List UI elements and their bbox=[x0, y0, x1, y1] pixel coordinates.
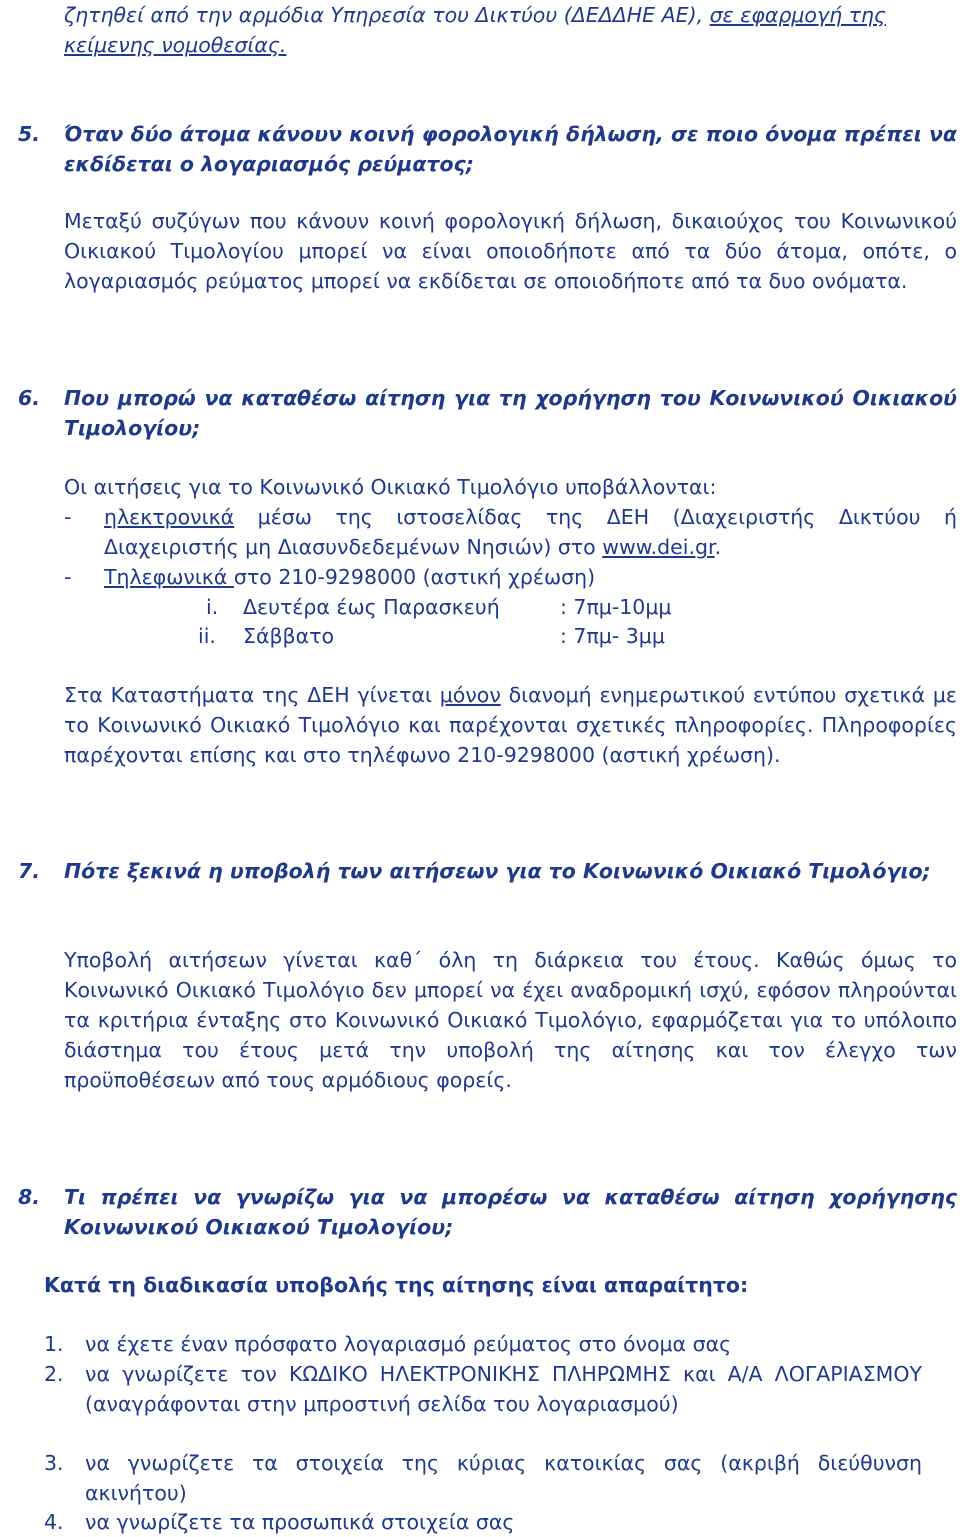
question-5-number: 5. bbox=[17, 122, 40, 146]
hours-item-time: : 7πμ- 3μμ bbox=[560, 624, 665, 648]
requirement-text: να γνωρίζετε τον ΚΩΔΙΚΟ ΗΛΕΚΤΡΟΝΙΚΗΣ ΠΛΗΡΩΜΗΣ και Α/Α ΛΟΓΑΡΙΑΣΜΟΥ (αναγράφονται στην μπροστινή σελίδα του λογαριασμού) bbox=[85, 1362, 922, 1416]
stores-underlined: μόνον bbox=[439, 683, 501, 707]
question-8-number: 8. bbox=[17, 1185, 40, 1209]
bullet-phone-text: στο 210-9298000 (αστική χρέωση) bbox=[233, 565, 596, 589]
bullet-online bbox=[104, 502, 957, 562]
requirement-number: 3. bbox=[44, 1451, 64, 1475]
hours-item-time: : 7πμ-10μμ bbox=[560, 595, 672, 619]
question-6-number: 6. bbox=[17, 386, 40, 410]
question-8-title: Τι πρέπει να γνωρίζω για να μπορέσω να καταθέσω αίτηση χορήγησης Κοινωνικού Οικιακού Τιμολογίου; bbox=[64, 1185, 957, 1239]
requirements-heading: Κατά τη διαδικασία υποβολής της αίτησης είναι απαραίτητο: bbox=[44, 1273, 749, 1297]
bullet-online-end: . bbox=[714, 535, 722, 559]
intro-text: ζητηθεί από την αρμόδια Υπηρεσία του Δικτύου (ΔΕΔΔΗΕ ΑΕ), bbox=[64, 3, 710, 27]
stores-paragraph bbox=[64, 680, 957, 770]
intro-paragraph bbox=[64, 0, 957, 60]
question-5-answer: Μεταξύ συζύγων που κάνουν κοινή φορολογική δήλωση, δικαιούχος του Κοινωνικού Οικιακού Τιμολογίου μπορεί να είναι οποιοδήποτε από τα δύο άτομα, οπότε, ο λογαριασμός ρεύματος μπορεί να εκδίδεται σε οποιοδήποτε από τα δυο ονόματα. bbox=[64, 209, 957, 293]
intro-underlined-text: σε εφαρμογή της κείμενης νομοθεσίας. bbox=[64, 3, 886, 57]
bullet-dash: - bbox=[64, 565, 72, 589]
stores-text-2: διανομή ενημερωτικού εντύπου σχετικά με το Κοινωνικό Οικιακό Τιμολόγιο και παρέχονται σχετικές πληροφορίες. Πληροφορίες παρέχονται επίσης και στο τηλέφωνο 210-9298000 (αστική χρέωση). bbox=[64, 683, 957, 767]
requirement-number: 1. bbox=[44, 1332, 64, 1356]
website-link[interactable]: www.dei.gr bbox=[602, 535, 715, 559]
question-6-answer-intro: Οι αιτήσεις για το Κοινωνικό Οικιακό Τιμολόγιο υποβάλλονται: bbox=[64, 475, 717, 499]
online-link[interactable]: ηλεκτρονικά bbox=[104, 505, 235, 529]
question-5-title: Όταν δύο άτομα κάνουν κοινή φορολογική δήλωση, σε ποιο όνομα πρέπει να εκδίδεται ο λογαριασμός ρεύματος; bbox=[64, 122, 957, 176]
question-7-number: 7. bbox=[17, 859, 40, 883]
requirement-text: να γνωρίζετε τα στοιχεία της κύριας κατοικίας σας (ακριβή διεύθυνση ακινήτου) bbox=[85, 1451, 922, 1505]
question-7-answer: Υποβολή αιτήσεων γίνεται καθ΄ όλη τη διάρκεια του έτους. Καθώς όμως το Κοινωνικό Οικιακό Τιμολόγιο δεν μπορεί να έχει αναδρομική ισχύ, εφόσον πληρούνται τα κριτήρια ένταξης στο Κοινωνικό Οικιακό Τιμολόγιο, εφαρμόζεται για το υπόλοιπο διάστημα του έτους μετά την υποβολή της αίτησης και τον έλεγχο των προϋποθέσεων από τους αρμόδιους φορείς. bbox=[64, 948, 957, 1092]
requirement-text: να γνωρίζετε τα προσωπικά στοιχεία σας bbox=[85, 1510, 515, 1534]
phone-link[interactable]: Τηλεφωνικά bbox=[104, 565, 234, 589]
bullet-dash: - bbox=[64, 505, 72, 529]
requirement-text: να έχετε έναν πρόσφατο λογαριασμό ρεύματος στο όνομα σας bbox=[85, 1332, 732, 1356]
bullet-online-text: μέσω της ιστοσελίδας της ΔΕΗ (Διαχειριστής Δικτύου ή Διαχειριστής μη Διασυνδεδεμένων Νησιών) στο bbox=[104, 505, 957, 559]
hours-item-days: Σάββατο bbox=[243, 624, 335, 648]
hours-item-number: ii. bbox=[198, 624, 216, 648]
bullet-phone bbox=[104, 562, 957, 592]
question-6-title: Που μπορώ να καταθέσω αίτηση για τη χορήγηση του Κοινωνικού Οικιακού Τιμολογίου; bbox=[64, 386, 957, 440]
requirement-number: 4. bbox=[44, 1510, 64, 1534]
requirement-number: 2. bbox=[44, 1362, 64, 1386]
hours-item-days: Δευτέρα έως Παρασκευή bbox=[243, 595, 500, 619]
question-7-title: Πότε ξεκινά η υποβολή των αιτήσεων για το Κοινωνικό Οικιακό Τιμολόγιο; bbox=[64, 859, 931, 883]
stores-text-1: Στα Καταστήματα της ΔΕΗ γίνεται bbox=[64, 683, 440, 707]
hours-item-number: i. bbox=[206, 595, 219, 619]
